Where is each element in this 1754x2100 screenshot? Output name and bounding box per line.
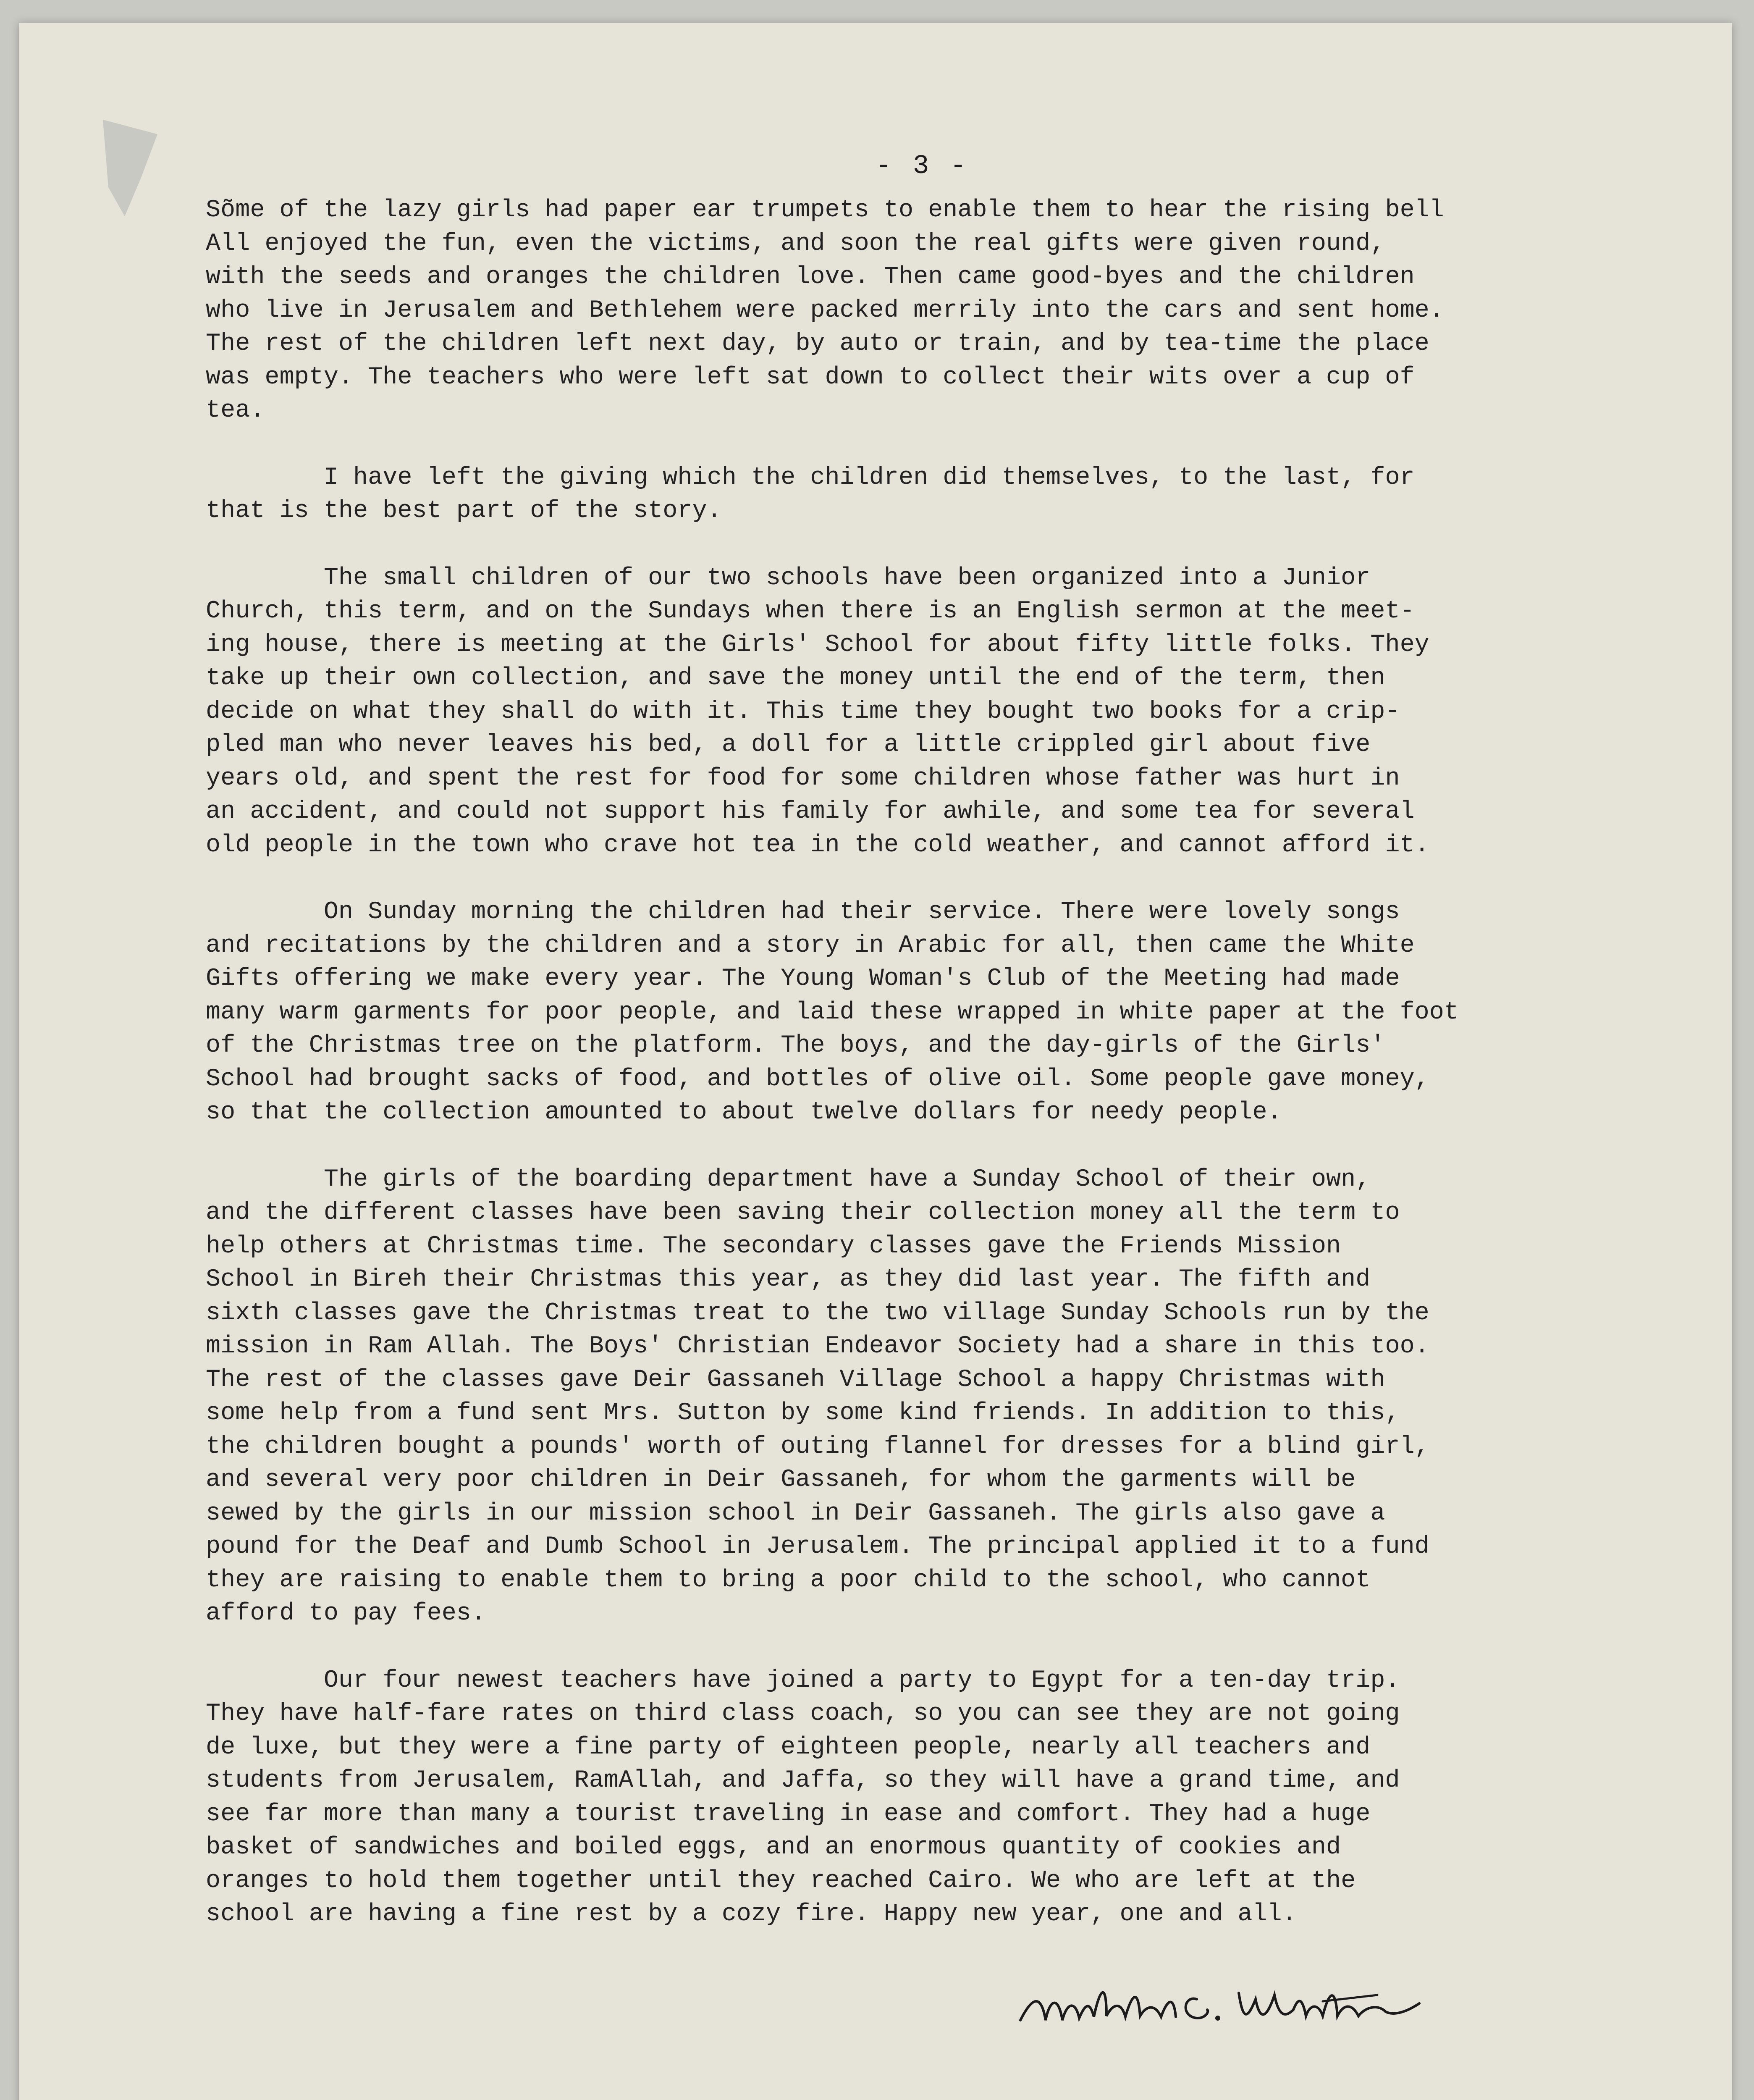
handwritten-signature [1016,1970,1470,2041]
text-line: many warm garments for poor people, and laid these wrapped in white paper at the foot [206,998,1459,1026]
paragraph [206,1664,1625,1931]
text-line: They have half-fare rates on third class coach, so you can see they are not going [206,1699,1400,1727]
text-line: basket of sandwiches and boiled eggs, and an enormous quantity of cookies and [206,1833,1341,1861]
text-line: some help from a fund sent Mrs. Sutton by some kind friends. In addition to this, [206,1399,1400,1427]
text-line: sixth classes gave the Christmas treat to the two village Sunday Schools run by the [206,1298,1429,1327]
letter-body [206,193,1625,1964]
page-number: - 3 - [876,151,969,181]
text-line: Our four newest teachers have joined a party to Egypt for a ten-day trip. [206,1666,1400,1694]
text-line: with the seeds and oranges the children love. Then came good-byes and the children [206,262,1415,291]
text-line: that is the best part of the story. [206,496,722,525]
text-line: and recitations by the children and a story in Arabic for all, then came the White [206,931,1415,959]
text-line: The rest of the children left next day, by auto or train, and by tea-time the place [206,329,1429,357]
text-line: The rest of the classes gave Deir Gassaneh Village School a happy Christmas with [206,1365,1385,1394]
paragraph [206,1163,1625,1630]
text-line: de luxe, but they were a fine party of eighteen people, nearly all teachers and [206,1732,1371,1761]
text-line: take up their own collection, and save the money until the end of the term, then [206,664,1385,692]
text-line: mission in Ram Allah. The Boys' Christian Endeavor Society had a share in this too. [206,1332,1429,1360]
text-line: The girls of the boarding department have a Sunday School of their own, [206,1165,1371,1193]
text-line: an accident, and could not support his family for awhile, and some tea for several [206,797,1415,825]
text-line: School had brought sacks of food, and bottles of olive oil. Some people gave money, [206,1064,1429,1093]
text-line: who live in Jerusalem and Bethlehem were packed merrily into the cars and sent home. [206,296,1444,324]
text-line: ing house, there is meeting at the Girls' School for about fifty little folks. They [206,630,1429,659]
text-line: I have left the giving which the children did themselves, to the last, for [206,463,1415,491]
text-line: students from Jerusalem, RamAllah, and Jaffa, so they will have a grand time, and [206,1766,1400,1794]
text-line: years old, and spent the rest for food for some children whose father was hurt in [206,764,1400,792]
text-line: All enjoyed the fun, even the victims, and soon the real gifts were given round, [206,229,1385,257]
text-line: On Sunday morning the children had their service. There were lovely songs [206,898,1400,926]
torn-corner [103,120,157,216]
text-line: afford to pay fees. [206,1599,486,1627]
text-line: old people in the town who crave hot tea in the cold weather, and cannot afford it. [206,830,1429,859]
text-line: oranges to hold them together until they reached Cairo. We who are left at the [206,1866,1356,1895]
text-line: Gifts offering we make every year. The Young Woman's Club of the Meeting had made [206,964,1400,992]
text-line: Church, this term, and on the Sundays when there is an English sermon at the meet- [206,597,1415,625]
text-line: and several very poor children in Deir Gassaneh, for whom the garments will be [206,1465,1356,1494]
text-line: pled man who never leaves his bed, a doll for a little crippled girl about five [206,730,1371,759]
text-line: help others at Christmas time. The secondary classes gave the Friends Mission [206,1231,1341,1260]
text-line: School in Bireh their Christmas this year, as they did last year. The fifth and [206,1265,1371,1293]
paragraph [206,193,1625,427]
text-line: so that the collection amounted to about twelve dollars for needy people. [206,1098,1282,1126]
text-line: decide on what they shall do with it. This time they bought two books for a crip- [206,697,1400,725]
paragraph [206,895,1625,1129]
text-line: of the Christmas tree on the platform. The boys, and the day-girls of the Girls' [206,1031,1385,1059]
text-line: sewed by the girls in our mission school in Deir Gassaneh. The girls also gave a [206,1499,1385,1527]
text-line: the children bought a pounds' worth of outing flannel for dresses for a blind girl, [206,1432,1429,1460]
paragraph [206,561,1625,862]
text-line: tea. [206,396,265,424]
text-line: pound for the Deaf and Dumb School in Jerusalem. The principal applied it to a fund [206,1532,1429,1560]
text-line: Sõme of the lazy girls had paper ear trumpets to enable them to hear the rising bell [206,196,1444,224]
paragraph [206,461,1625,528]
text-line: was empty. The teachers who were left sat down to collect their wits over a cup of [206,362,1415,391]
text-line: school are having a fine rest by a cozy fire. Happy new year, one and all. [206,1900,1297,1928]
text-line: The small children of our two schools have been organized into a Junior [206,563,1371,592]
text-line: see far more than many a tourist traveling in ease and comfort. They had a huge [206,1799,1371,1828]
text-line: and the different classes have been saving their collection money all the term to [206,1198,1400,1226]
text-line: they are raising to enable them to bring a poor child to the school, who cannot [206,1565,1371,1594]
